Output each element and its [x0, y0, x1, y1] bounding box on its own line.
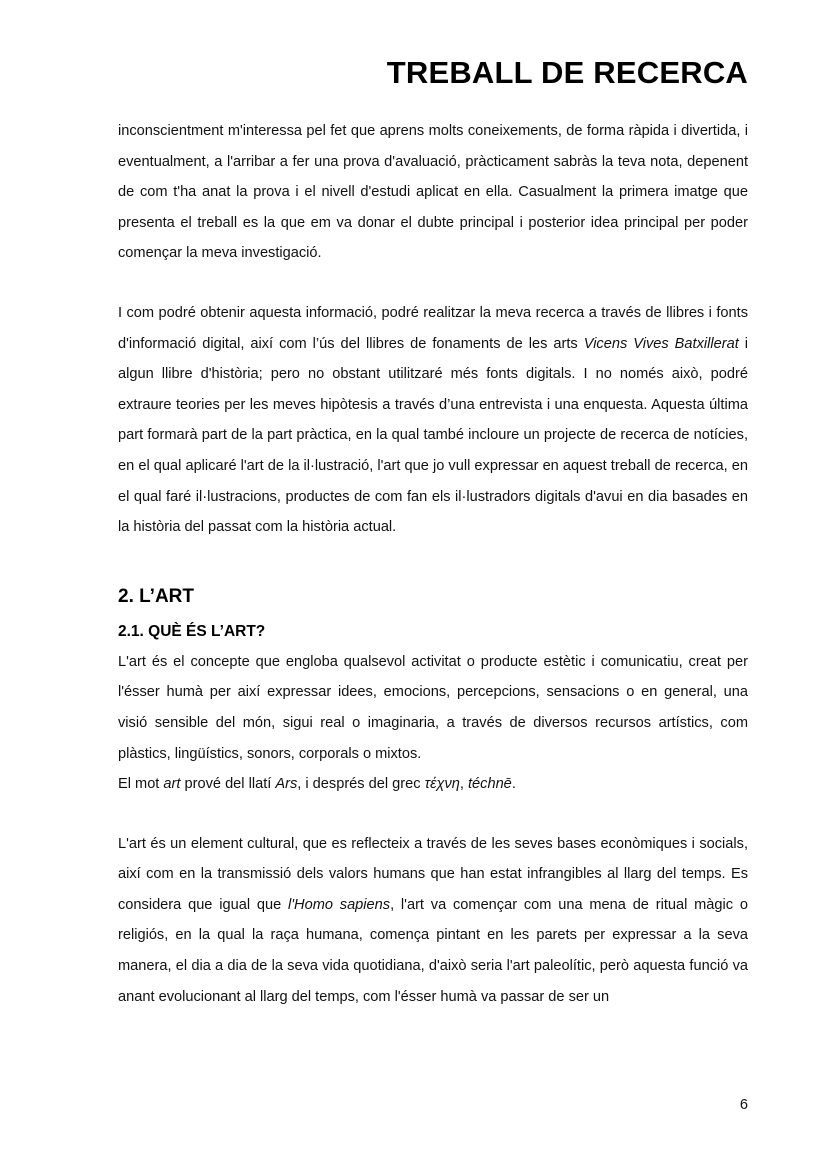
paragraph-3 — [118, 647, 748, 769]
paragraph-2-text-2: i algun llibre d'història; pero no obstant utilitzaré més fonts digitals. I no només això, podré extraure teories per les meves hipòtesis a través d’una entrevista i una enquesta. Aquesta última part formarà part de la part pràctica, en la qual també incloure un projecte de recerca de notícies, en el qual aplicaré l'art de la il·lustració, l'art que jo vull expressar en aquest treball de recerca, en el qual faré il·lustracions, productes de com fan els il·lustradors digitals d'avui en dia basades en la història del passat com la història actual. — [118, 335, 748, 536]
paragraph-4-term-greek: τέχνη — [424, 776, 460, 793]
paragraph-4-term-art: art — [163, 776, 181, 793]
paragraph-4-text-3: , i després del grec — [297, 776, 425, 793]
paragraph-2-book-title: Vicens Vives Batxillerat — [583, 335, 739, 352]
paragraph-5-text-1: L'art és un element cultural, que es reflecteix a través de les seves bases econòmiques i socials, així com en la transmissió dels valors humans que han estat infrangibles al llarg del temps. Es considera que igual que — [118, 835, 748, 913]
subsection-heading: 2.1. QUÈ ÉS L’ART? — [118, 622, 266, 640]
paragraph-2-text-1: I com podré obtenir aquesta informació, podré realitzar la meva recerca a través de llibres i fonts d'informació digital, així com l’ús del llibres de fonaments de les arts — [118, 304, 748, 352]
page-number: 6 — [739, 1097, 748, 1113]
paragraph-5-term-homo-sapiens: l'Homo sapiens — [288, 896, 391, 913]
paragraph-4 — [118, 769, 748, 800]
paragraph-4-text-1: El mot — [118, 776, 164, 793]
paragraph-3-text: L'art és el concepte que engloba qualsevol activitat o producte estètic i comunicatiu, creat per l'ésser humà per així expressar idees, emocions, percepcions, sensacions o en general, una visió sensible del món, sigui real o imaginaria, a través de diversos recursos artístics, com plàstics, lingüístics, sonors, corporals o mixtos. — [118, 653, 748, 762]
document-body — [118, 116, 748, 1012]
paragraph-4-text-4: , — [459, 776, 468, 793]
page-header-title: TREBALL DE RECERCA — [386, 55, 748, 90]
paragraph-4-term-techne: téchnē — [467, 776, 512, 793]
paragraph-4-text-5: . — [511, 776, 516, 793]
paragraph-5 — [118, 829, 748, 1013]
paragraph-5-text-2: , l'art va començar com una mena de ritual màgic o religiós, en la qual la raça humana, comença pintant en les parets per expressar a la seva manera, el dia a dia de la seva vida quotidiana, d'això seria l'art paleolític, però aquesta funció va anant evolucionant al llarg del temps, com l'ésser humà va passar de ser un — [118, 896, 748, 1005]
paragraph-4-text-2: prové del llatí — [180, 776, 276, 793]
paragraph-1 — [118, 116, 748, 269]
section-heading: 2. L’ART — [118, 585, 195, 607]
paragraph-4-term-ars: Ars — [275, 776, 298, 793]
paragraph-2 — [118, 298, 748, 543]
paragraph-1-text: inconscientment m'interessa pel fet que aprens molts coneixements, de forma ràpida i divertida, i eventualment, a l'arribar a fer una prova d'avaluació, pràcticament sabràs la teva nota, depenent de com t'ha anat la prova i el nivell d'estudi aplicat en ella. Casualment la primera imatge que presenta el treball es la que em va donar el dubte principal i posterior idea principal per poder començar la meva investigació. — [118, 123, 748, 262]
